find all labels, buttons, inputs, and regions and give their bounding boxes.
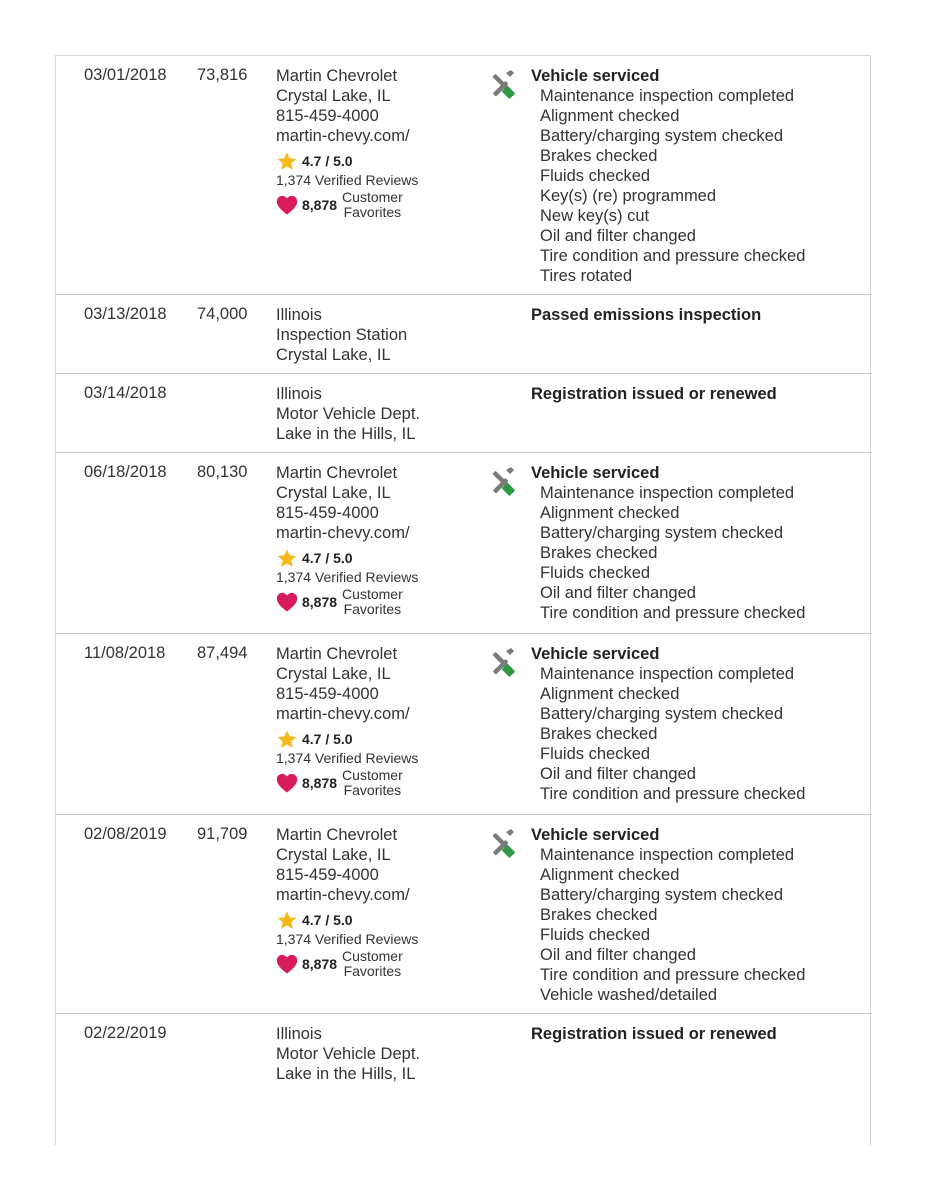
history-row — [56, 295, 872, 374]
service-item: Battery/charging system checked — [540, 886, 784, 904]
rating — [276, 909, 418, 931]
source-line: Crystal Lake, IL — [276, 346, 391, 364]
customer-favorites — [276, 587, 418, 617]
service-item: Fluids checked — [540, 564, 651, 582]
record-title: Vehicle serviced — [531, 67, 660, 85]
record-source — [276, 66, 418, 220]
service-item: Vehicle washed/detailed — [540, 986, 718, 1004]
record-details — [531, 384, 777, 404]
source-phone[interactable]: 815-459-4000 — [276, 685, 379, 703]
record-mileage: 73,816 — [197, 66, 248, 84]
source-line: Lake in the Hills, IL — [276, 425, 416, 443]
service-item: Brakes checked — [540, 544, 658, 562]
record-date: 11/08/2018 — [84, 644, 166, 662]
record-source — [276, 384, 420, 444]
heart-icon — [276, 592, 298, 612]
history-row — [56, 56, 872, 295]
source-line: Inspection Station — [276, 326, 408, 344]
service-item: Tire condition and pressure checked — [540, 966, 806, 984]
record-source — [276, 644, 418, 798]
record-details — [531, 1024, 777, 1044]
heart-icon — [276, 773, 298, 793]
favorites-label: Customer Favorites — [342, 189, 403, 220]
rating — [276, 728, 418, 750]
service-item: Maintenance inspection completed — [540, 846, 795, 864]
source-location: Crystal Lake, IL — [276, 846, 391, 864]
source-location: Crystal Lake, IL — [276, 665, 391, 683]
record-source — [276, 463, 418, 617]
record-title: Passed emissions inspection — [531, 306, 762, 324]
favorites-count: 8,878 — [302, 197, 338, 213]
record-date: 03/01/2018 — [84, 66, 167, 84]
favorites-count: 8,878 — [302, 594, 338, 610]
source-website-link[interactable]: martin-chevy.com/ — [276, 705, 410, 723]
record-source — [276, 825, 418, 979]
rating — [276, 547, 418, 569]
rating-value: 4.7 / 5.0 — [302, 912, 353, 928]
source-name[interactable]: Martin Chevrolet — [276, 464, 398, 482]
source-website-link[interactable]: martin-chevy.com/ — [276, 127, 410, 145]
service-item: Tire condition and pressure checked — [540, 247, 806, 265]
service-item: Brakes checked — [540, 906, 658, 924]
verified-reviews-link[interactable]: 1,374 Verified Reviews — [276, 172, 419, 188]
source-line: Motor Vehicle Dept. — [276, 1045, 420, 1063]
record-source — [276, 1024, 420, 1084]
star-icon — [276, 151, 298, 172]
favorites-count: 8,878 — [302, 775, 338, 791]
history-row — [56, 634, 872, 815]
service-item: Battery/charging system checked — [540, 705, 784, 723]
history-row — [56, 815, 872, 1014]
service-item: Fluids checked — [540, 926, 651, 944]
record-mileage: 74,000 — [197, 305, 248, 323]
record-mileage: 91,709 — [197, 825, 248, 843]
rating-value: 4.7 / 5.0 — [302, 153, 353, 169]
heart-icon — [276, 195, 298, 215]
source-location: Crystal Lake, IL — [276, 484, 391, 502]
service-tools-icon — [486, 68, 522, 102]
record-date: 02/08/2019 — [84, 825, 167, 843]
service-item: Tires rotated — [540, 267, 633, 285]
favorites-label: Customer Favorites — [342, 948, 403, 979]
service-item: Oil and filter changed — [540, 227, 696, 245]
record-details — [531, 66, 805, 286]
service-tools-icon — [486, 646, 522, 680]
record-details — [531, 644, 805, 804]
service-item: Tire condition and pressure checked — [540, 785, 806, 803]
source-phone[interactable]: 815-459-4000 — [276, 866, 379, 884]
service-tools-icon — [486, 465, 522, 499]
record-date: 02/22/2019 — [84, 1024, 167, 1042]
source-phone[interactable]: 815-459-4000 — [276, 504, 379, 522]
rating — [276, 150, 418, 172]
history-row — [56, 1014, 872, 1114]
heart-icon — [276, 954, 298, 974]
service-item: Battery/charging system checked — [540, 127, 784, 145]
star-icon — [276, 910, 298, 931]
source-line: Illinois — [276, 1025, 322, 1043]
service-item: New key(s) cut — [540, 207, 650, 225]
customer-favorites — [276, 949, 418, 979]
customer-favorites — [276, 768, 418, 798]
record-mileage: 80,130 — [197, 463, 248, 481]
record-title: Vehicle serviced — [531, 645, 660, 663]
record-source — [276, 305, 407, 365]
record-details — [531, 825, 805, 1005]
service-item: Maintenance inspection completed — [540, 87, 795, 105]
service-tools-icon — [486, 827, 522, 861]
verified-reviews-link[interactable]: 1,374 Verified Reviews — [276, 569, 419, 585]
service-item: Oil and filter changed — [540, 584, 696, 602]
service-item: Brakes checked — [540, 725, 658, 743]
source-line: Lake in the Hills, IL — [276, 1065, 416, 1083]
rating-value: 4.7 / 5.0 — [302, 731, 353, 747]
history-row — [56, 374, 872, 453]
favorites-count: 8,878 — [302, 956, 338, 972]
record-date: 03/13/2018 — [84, 305, 167, 323]
source-website-link[interactable]: martin-chevy.com/ — [276, 524, 410, 542]
record-title: Registration issued or renewed — [531, 385, 777, 403]
record-mileage: 87,494 — [197, 644, 248, 662]
source-website-link[interactable]: martin-chevy.com/ — [276, 886, 410, 904]
source-name[interactable]: Martin Chevrolet — [276, 67, 398, 85]
source-phone[interactable]: 815-459-4000 — [276, 107, 379, 125]
record-title: Vehicle serviced — [531, 826, 660, 844]
favorites-label: Customer Favorites — [342, 767, 403, 798]
service-item: Fluids checked — [540, 745, 651, 763]
customer-favorites — [276, 190, 418, 220]
verified-reviews-link[interactable]: 1,374 Verified Reviews — [276, 931, 419, 947]
service-item: Alignment checked — [540, 504, 680, 522]
service-item: Fluids checked — [540, 167, 651, 185]
service-item: Tire condition and pressure checked — [540, 604, 806, 622]
service-item: Key(s) (re) programmed — [540, 187, 717, 205]
service-item: Battery/charging system checked — [540, 524, 784, 542]
record-title: Registration issued or renewed — [531, 1025, 777, 1043]
record-details — [531, 463, 805, 623]
source-name[interactable]: Martin Chevrolet — [276, 645, 398, 663]
service-item: Maintenance inspection completed — [540, 665, 795, 683]
history-table — [55, 55, 871, 1145]
service-item: Oil and filter changed — [540, 946, 696, 964]
favorites-label: Customer Favorites — [342, 586, 403, 617]
source-location: Crystal Lake, IL — [276, 87, 391, 105]
star-icon — [276, 548, 298, 569]
source-name[interactable]: Martin Chevrolet — [276, 826, 398, 844]
history-row — [56, 453, 872, 634]
service-item: Oil and filter changed — [540, 765, 696, 783]
record-date: 06/18/2018 — [84, 463, 167, 481]
rating-value: 4.7 / 5.0 — [302, 550, 353, 566]
source-line: Illinois — [276, 306, 322, 324]
service-item: Brakes checked — [540, 147, 658, 165]
service-item: Alignment checked — [540, 685, 680, 703]
service-item: Alignment checked — [540, 107, 680, 125]
record-title: Vehicle serviced — [531, 464, 660, 482]
source-line: Illinois — [276, 385, 322, 403]
source-line: Motor Vehicle Dept. — [276, 405, 420, 423]
service-item: Maintenance inspection completed — [540, 484, 795, 502]
record-date: 03/14/2018 — [84, 384, 167, 402]
star-icon — [276, 729, 298, 750]
record-details — [531, 305, 761, 325]
service-item: Alignment checked — [540, 866, 680, 884]
verified-reviews-link[interactable]: 1,374 Verified Reviews — [276, 750, 419, 766]
